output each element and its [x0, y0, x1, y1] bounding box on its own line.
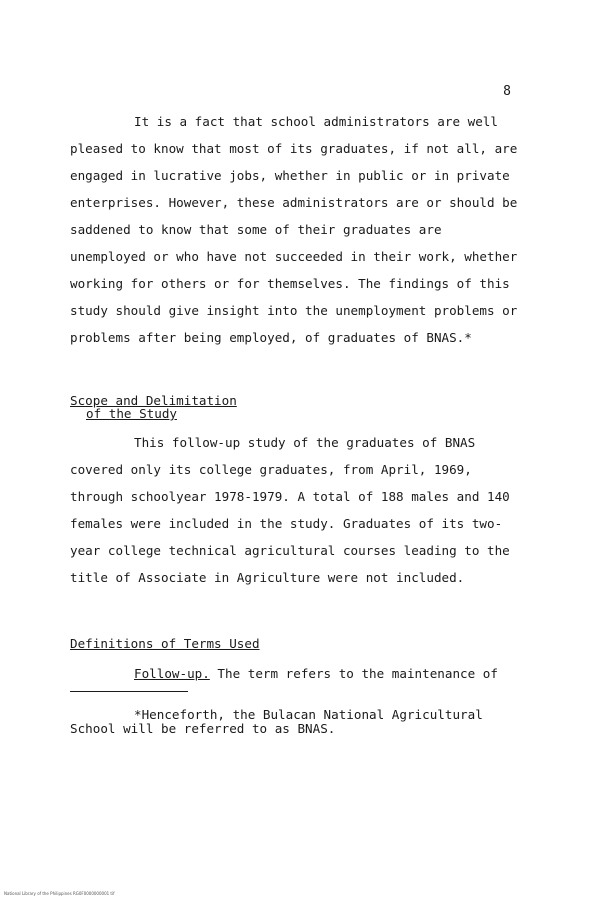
footnote-rule — [70, 691, 188, 692]
heading-scope-line1: Scope and Delimitation — [70, 393, 237, 408]
footnote: *Henceforth, the Bulacan National Agricultural School will be referred to as BNAS. — [70, 707, 483, 736]
heading-scope-line2: of the Study — [86, 406, 177, 421]
term-followup: Follow-up. — [134, 666, 210, 681]
term-followup-text: The term refers to the maintenance of — [209, 666, 498, 681]
paragraph-scope: This follow-up study of the graduates of BNAS covered only its college graduates, from April, 1969, through schoolyear 1978-1979. A total of 188 males and 140 females were included in the study. Graduates of its two-year college technical agricultural courses leading to the title of Associate in Agriculture were not included. — [70, 435, 510, 585]
footer-archive-mark: National Library of the Philippines RG0F0000000001 tif — [4, 891, 115, 896]
paragraph-followup — [70, 660, 522, 687]
heading-definitions: Definitions of Terms Used — [70, 636, 260, 651]
paragraph-intro: It is a fact that school administrators are well pleased to know that most of its graduates, if not all, are engaged in lucrative jobs, whether in public or in private enterprises. However, these administrators are or should be saddened to know that some of their graduates are unemployed or who have not succeeded in their work, whether working for others or for themselves. The findings of this study should give insight into the unemployment problems or problems after being employed, of graduates of BNAS.* — [70, 114, 518, 345]
page-number: 8 — [503, 84, 511, 99]
